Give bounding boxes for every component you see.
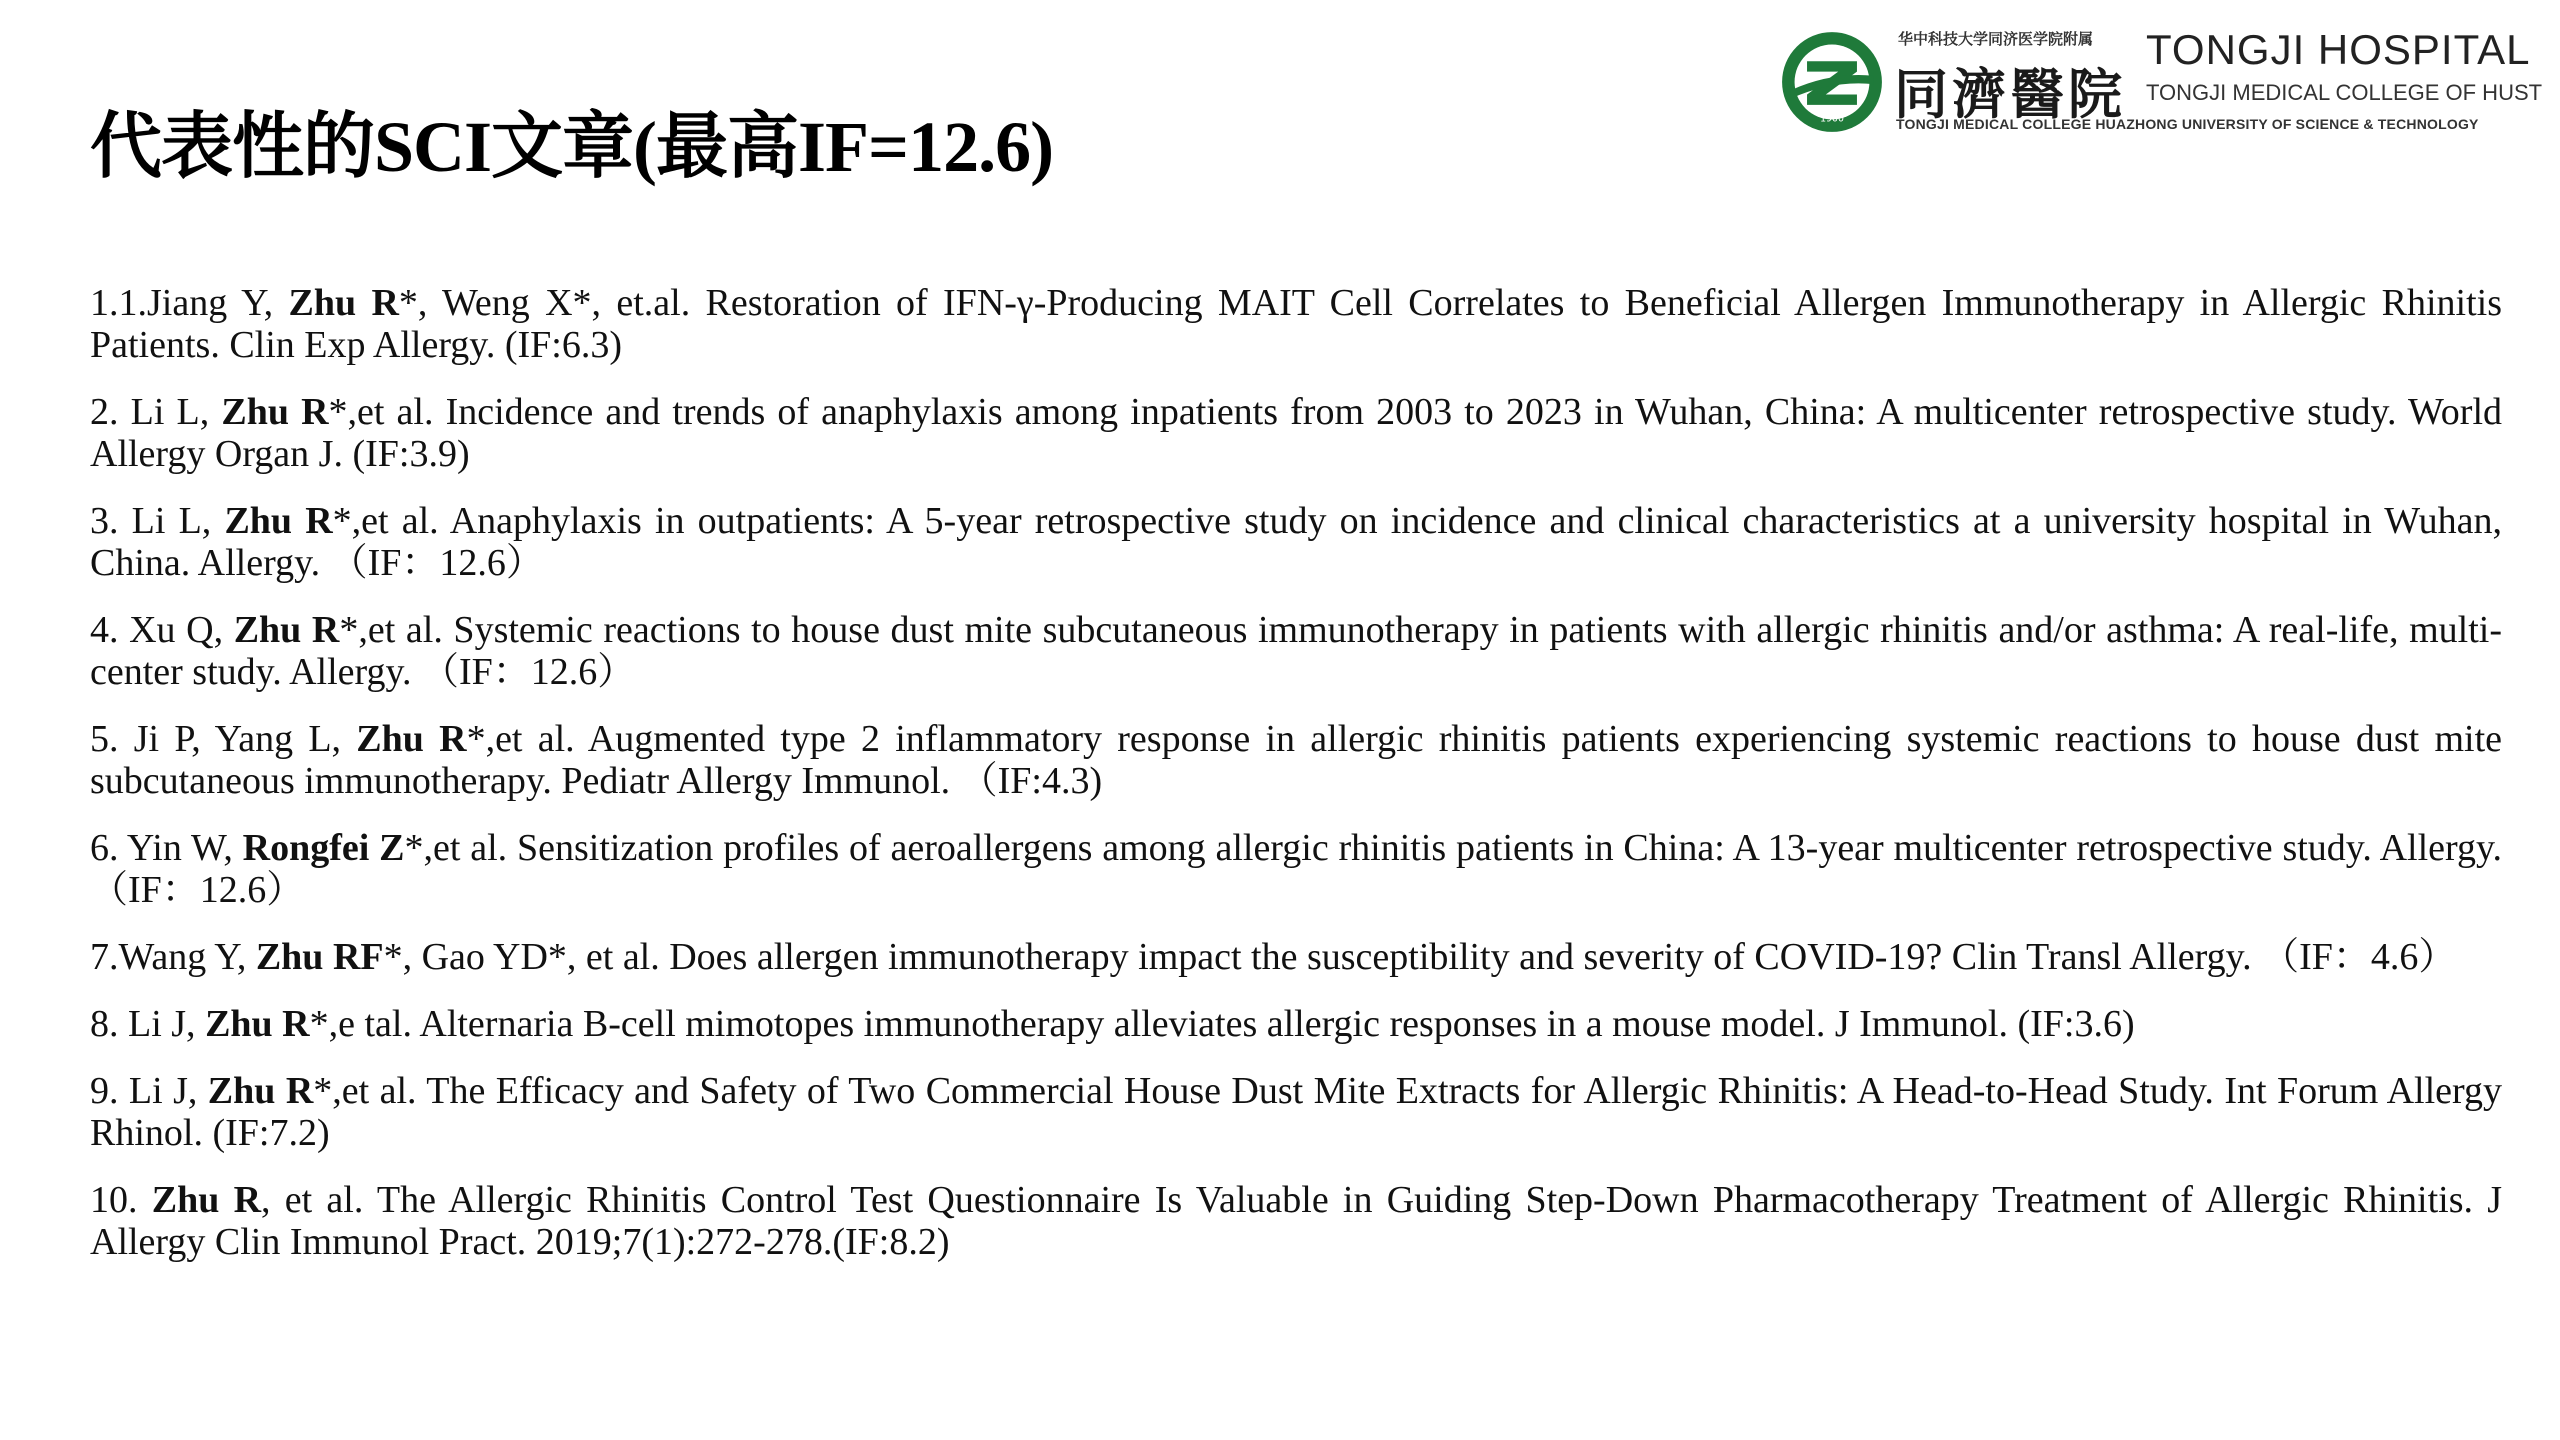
reference-author-bold: Zhu R (205, 1003, 310, 1045)
reference-item (90, 500, 2502, 584)
reference-prefix: 2. Li L, (90, 391, 222, 433)
reference-prefix: 10. (90, 1179, 152, 1221)
slide-title: 代表性的SCI文章(最高IF=12.6) (90, 107, 1054, 187)
reference-item (90, 718, 2502, 802)
reference-prefix: 3. Li L, (90, 500, 225, 542)
logo-hospital-name-cn: 同濟醫院 (1894, 62, 2126, 126)
reference-item (90, 1003, 2502, 1045)
reference-item (90, 391, 2502, 475)
reference-item (90, 936, 2502, 978)
reference-prefix: 5. Ji P, Yang L, (90, 718, 357, 760)
reference-prefix: 1.1.Jiang Y, (90, 282, 289, 324)
reference-body: *, Weng X*, et.al. Restoration of IFN-γ-Producing MAIT Cell Correlates to Beneficial Allergen Immunotherapy in Allergic Rhinitis Patients. Clin Exp Allergy. (IF:6.3) (90, 282, 2502, 366)
reference-prefix: 4. Xu Q, (90, 609, 234, 651)
reference-prefix: 6. Yin W, (90, 827, 243, 869)
reference-prefix: 9. Li J, (90, 1070, 208, 1112)
reference-body: *,et al. Sensitization profiles of aeroallergens among allergic rhinitis patients in China: A 13-year multicenter retrospective study. Allergy. （IF：12.6） (90, 827, 2502, 911)
reference-body: *,et al. The Efficacy and Safety of Two Commercial House Dust Mite Extracts for Allergic Rhinitis: A Head-to-Head Study. Int Forum Allergy Rhinol. (IF:7.2) (90, 1070, 2502, 1154)
logo-university-en: TONGJI MEDICAL COLLEGE HUAZHONG UNIVERSITY OF SCIENCE & TECHNOLOGY (1896, 116, 2479, 132)
reference-body: *,et al. Augmented type 2 inflammatory response in allergic rhinitis patients experiencing systemic reactions to house dust mite subcutaneous immunotherapy. Pediatr Allergy Immunol. （IF:4.3) (90, 718, 2502, 802)
tongji-hospital-logo (1780, 26, 2543, 146)
logo-year: 1900 (1820, 113, 1844, 125)
reference-item (90, 609, 2502, 693)
tongji-emblem-icon (1780, 30, 1884, 134)
reference-item (90, 1070, 2502, 1154)
reference-author-bold: Zhu R (221, 391, 329, 433)
reference-prefix: 7.Wang Y, (90, 936, 256, 978)
reference-body: *,et al. Anaphylaxis in outpatients: A 5-year retrospective study on incidence and clinical characteristics at a university hospital in Wuhan, China. Allergy. （IF：12.6） (90, 500, 2502, 584)
reference-body: , et al. The Allergic Rhinitis Control Test Questionnaire Is Valuable in Guiding Step-Down Pharmacotherapy Treatment of Allergic Rhinitis. J Allergy Clin Immunol Pract. 2019;7(1):272-278.(IF:8.2) (90, 1179, 2503, 1263)
reference-author-bold: Zhu R (356, 718, 467, 760)
reference-author-bold: Zhu R (151, 1179, 262, 1221)
reference-item (90, 282, 2502, 366)
reference-item (90, 1179, 2502, 1263)
reference-author-bold: Zhu R (233, 609, 340, 651)
logo-college-en: TONGJI MEDICAL COLLEGE OF HUST (2146, 80, 2543, 105)
reference-author-bold: Zhu R (207, 1070, 314, 1112)
reference-list (90, 282, 2502, 1288)
logo-hospital-name-en: TONGJI HOSPITAL (2146, 26, 2531, 73)
reference-item (90, 827, 2502, 911)
reference-author-bold: Zhu R (288, 282, 399, 324)
logo-affiliation-cn: 华中科技大学同济医学院附属 (1898, 30, 2094, 48)
reference-body: *,et al. Systemic reactions to house dust mite subcutaneous immunotherapy in patients with allergic rhinitis and/or asthma: A real-life, multi-center study. Allergy. （IF：12.6） (90, 609, 2503, 693)
reference-body: *,e tal. Alternaria B-cell mimotopes immunotherapy alleviates allergic responses in a mouse model. J Immunol. (IF:3.6) (309, 1003, 2135, 1045)
reference-author-bold: Zhu RF (255, 936, 384, 978)
reference-prefix: 8. Li J, (90, 1003, 206, 1045)
reference-author-bold: Zhu R (224, 500, 333, 542)
reference-body: *, Gao YD*, et al. Does allergen immunotherapy impact the susceptibility and severity of COVID-19? Clin Transl Allergy. （IF：4.6） (383, 936, 2457, 978)
reference-body: *,et al. Incidence and trends of anaphylaxis among inpatients from 2003 to 2023 in Wuhan, China: A multicenter retrospective study. World Allergy Organ J. (IF:3.9) (90, 391, 2503, 475)
reference-author-bold: Rongfei Z (242, 827, 405, 869)
